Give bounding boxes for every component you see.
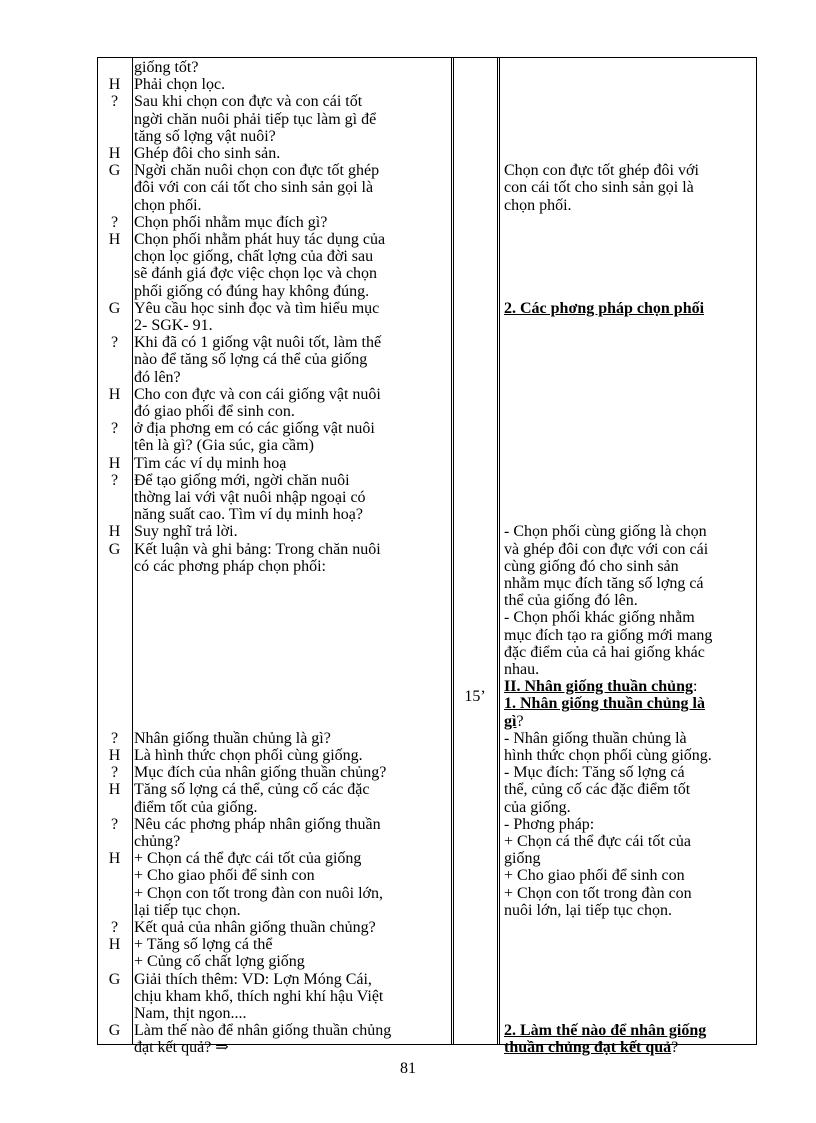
activity-line: tên là gì? (Gia súc, gia cầm) bbox=[134, 437, 314, 455]
note-line: + Chọn cá thể đực cái tốt của bbox=[504, 833, 691, 850]
time-label: 15’ bbox=[464, 688, 486, 705]
heading-punct: : bbox=[692, 678, 698, 696]
activity-column bbox=[134, 58, 450, 1057]
section-heading bbox=[504, 678, 755, 696]
note-line: đặc điểm của cả hai giống khác bbox=[504, 643, 705, 661]
activity-line: Giải thích thêm: VD: Lợn Móng Cái, bbox=[134, 970, 372, 988]
note-line: mục đích tạo ra giống mới mang bbox=[504, 626, 713, 644]
activity-line: Yêu cầu học sinh đọc và tìm hiểu mục bbox=[134, 299, 380, 317]
heading-text: II. Nhân giống thuần chủng bbox=[504, 678, 693, 696]
lesson-table bbox=[97, 57, 757, 1057]
activity-line: Nêu các phơng pháp nhân giống thuần bbox=[134, 815, 381, 833]
role-marker: H bbox=[108, 76, 121, 94]
note-line: - Chọn phối khác giống nhằm bbox=[504, 609, 695, 627]
note-line: + Chọn con tốt trong đàn con bbox=[504, 884, 692, 902]
role-column bbox=[98, 58, 131, 1044]
section-heading: 2. Các phơng pháp chọn phối bbox=[504, 299, 705, 317]
note-line: cùng giống đó cho sinh sản bbox=[504, 557, 679, 575]
role-marker: H bbox=[108, 231, 121, 248]
activity-line: Ngời chăn nuôi chọn con đực tốt ghép bbox=[134, 162, 380, 180]
role-marker: G bbox=[108, 540, 121, 558]
activity-line: Tăng số lợng cá thể, củng cố các đặc bbox=[134, 781, 370, 799]
activity-line: Phải chọn lọc. bbox=[134, 76, 226, 94]
activity-line: Chọn phối nhằm mục đích gì? bbox=[134, 213, 328, 231]
role-marker: H bbox=[108, 936, 121, 954]
role-marker: ? bbox=[110, 420, 119, 438]
role-marker: ? bbox=[110, 471, 119, 489]
activity-line: Khi đã có 1 giống vật nuôi tốt, làm thế bbox=[134, 334, 382, 352]
section-heading bbox=[504, 713, 755, 731]
activity-line: đôi với con cái tốt cho sinh sản gọi là bbox=[134, 179, 374, 197]
activity-line: tăng số lợng vật nuôi? bbox=[134, 127, 276, 145]
activity-line: Chọn phối nhằm phát huy tác dụng của bbox=[134, 231, 386, 248]
role-marker: ? bbox=[110, 213, 119, 231]
activity-line: chịu kham khổ, thích nghi khí hậu Việt bbox=[134, 987, 384, 1005]
note-line: nuôi lớn, lại tiếp tục chọn. bbox=[504, 901, 672, 919]
activity-line: Là hình thức chọn phối cùng giống. bbox=[134, 747, 363, 764]
role-marker: G bbox=[108, 970, 121, 988]
activity-line: Mục đích của nhân giống thuần chủng? bbox=[134, 764, 387, 782]
section-heading: 1. Nhân giống thuần chủng là bbox=[504, 695, 705, 713]
activity-line: lại tiếp tục chọn. bbox=[134, 901, 241, 919]
note-line: - Phơng pháp: bbox=[504, 815, 595, 833]
activity-line: chủng? bbox=[134, 833, 181, 850]
role-marker: ? bbox=[110, 815, 119, 833]
note-line: - Chọn phối cùng giống là chọn bbox=[504, 523, 707, 541]
activity-line: Tìm các ví dụ minh hoạ bbox=[134, 454, 287, 472]
activity-line: thờng lai với vật nuôi nhập ngoại có bbox=[134, 489, 366, 506]
activity-line: phối giống có đúng hay không đúng. bbox=[134, 282, 370, 300]
activity-line: Kết quả của nhân giống thuần chủng? bbox=[134, 919, 376, 936]
activity-line: ngời chăn nuôi phải tiếp tục làm gì để bbox=[134, 110, 377, 128]
note-line: hình thức chọn phối cùng giống. bbox=[504, 747, 712, 764]
role-marker: ? bbox=[110, 919, 119, 936]
section-heading: 2. Làm thế nào để nhân giống bbox=[504, 1022, 707, 1040]
note-line: của giống. bbox=[504, 798, 571, 816]
activity-line: + Tăng số lợng cá thể bbox=[134, 936, 273, 954]
role-marker: G bbox=[108, 299, 121, 317]
note-line: nhau. bbox=[504, 661, 540, 678]
note-line: chọn phối. bbox=[504, 196, 572, 214]
role-marker: H bbox=[108, 850, 121, 868]
activity-line: có các phơng pháp chọn phối: bbox=[134, 557, 326, 575]
activity-line: đó giao phối để sinh con. bbox=[134, 403, 295, 420]
note-line: nhằm mục đích tăng số lợng cá bbox=[504, 575, 704, 592]
role-marker: H bbox=[108, 145, 121, 162]
role-marker: ? bbox=[110, 334, 119, 352]
activity-line: 2- SGK- 91. bbox=[134, 317, 213, 334]
activity-line: Nhân giống thuần chủng là gì? bbox=[134, 729, 331, 747]
role-marker: H bbox=[108, 454, 121, 472]
activity-line: Kết luận và ghi bảng: Trong chăn nuôi bbox=[134, 540, 381, 558]
activity-line: Suy nghĩ trả lời. bbox=[134, 523, 238, 541]
section-heading bbox=[504, 1039, 755, 1057]
activity-line: điểm tốt của giống. bbox=[134, 798, 258, 816]
heading-punct: ? bbox=[671, 1039, 679, 1057]
note-line: - Mục đích: Tăng số lợng cá bbox=[504, 764, 685, 782]
activity-line: giống tốt? bbox=[134, 59, 199, 76]
activity-line: nào để tăng số lợng cá thể của giống bbox=[134, 351, 368, 369]
role-marker: ? bbox=[110, 93, 119, 111]
page-number: 81 bbox=[400, 1060, 416, 1077]
activity-line: đó lên? bbox=[134, 368, 181, 386]
activity-line: Nam, thịt ngon.... bbox=[134, 1005, 247, 1022]
column-divider bbox=[132, 58, 133, 1044]
note-line: Chọn con đực tốt ghép đôi với bbox=[504, 162, 699, 180]
activity-line: ở địa phơng em có các giống vật nuôi bbox=[134, 420, 375, 438]
role-marker: H bbox=[108, 781, 121, 799]
note-line: thể, củng cố các đặc điểm tốt bbox=[504, 781, 691, 799]
activity-line: đạt kết quả? ⇒ bbox=[134, 1039, 229, 1057]
activity-line: Sau khi chọn con đực và con cái tốt bbox=[134, 93, 363, 111]
heading-text: gì bbox=[504, 712, 517, 730]
role-marker: G bbox=[108, 1022, 121, 1040]
activity-line: + Chọn cá thể đực cái tốt của giống bbox=[134, 850, 362, 868]
role-marker: H bbox=[108, 523, 121, 541]
role-marker: G bbox=[108, 162, 121, 180]
notes-column bbox=[501, 58, 755, 1057]
note-line: và ghép đôi con đực với con cái bbox=[504, 540, 709, 558]
note-line: giống bbox=[504, 850, 541, 868]
note-line: - Nhân giống thuần chủng là bbox=[504, 729, 687, 747]
note-line: con cái tốt cho sinh sản gọi là bbox=[504, 179, 694, 197]
activity-line: Ghép đôi cho sinh sản. bbox=[134, 145, 281, 162]
role-marker: ? bbox=[110, 729, 119, 747]
activity-line: + Cho giao phối để sinh con bbox=[134, 867, 315, 885]
heading-punct: ? bbox=[516, 712, 524, 730]
activity-line: sẽ đánh giá đợc việc chọn lọc và chọn bbox=[134, 265, 378, 283]
note-line: + Cho giao phối để sinh con bbox=[504, 867, 685, 885]
activity-line: + Củng cố chất lợng giống bbox=[134, 953, 305, 971]
role-marker: H bbox=[108, 747, 121, 764]
activity-line: Làm thế nào để nhân giống thuần chủng bbox=[134, 1022, 392, 1040]
role-marker: H bbox=[108, 385, 121, 403]
role-marker: ? bbox=[110, 764, 119, 782]
time-column bbox=[454, 58, 496, 1044]
activity-line: + Chọn con tốt trong đàn con nuôi lớn, bbox=[134, 884, 384, 902]
note-line: thể của giống đó lên. bbox=[504, 592, 638, 610]
heading-text: thuần chủng đạt kết quả bbox=[504, 1039, 672, 1057]
column-divider bbox=[497, 58, 500, 1044]
activity-line: Cho con đực và con cái giống vật nuôi bbox=[134, 385, 381, 403]
activity-line: chọn lọc giống, chất lợng của đời sau bbox=[134, 248, 374, 266]
activity-line: chọn phối. bbox=[134, 196, 202, 214]
activity-line: Để tạo giống mới, ngời chăn nuôi bbox=[134, 471, 350, 489]
activity-line: năng suất cao. Tìm ví dụ minh hoạ? bbox=[134, 506, 363, 524]
